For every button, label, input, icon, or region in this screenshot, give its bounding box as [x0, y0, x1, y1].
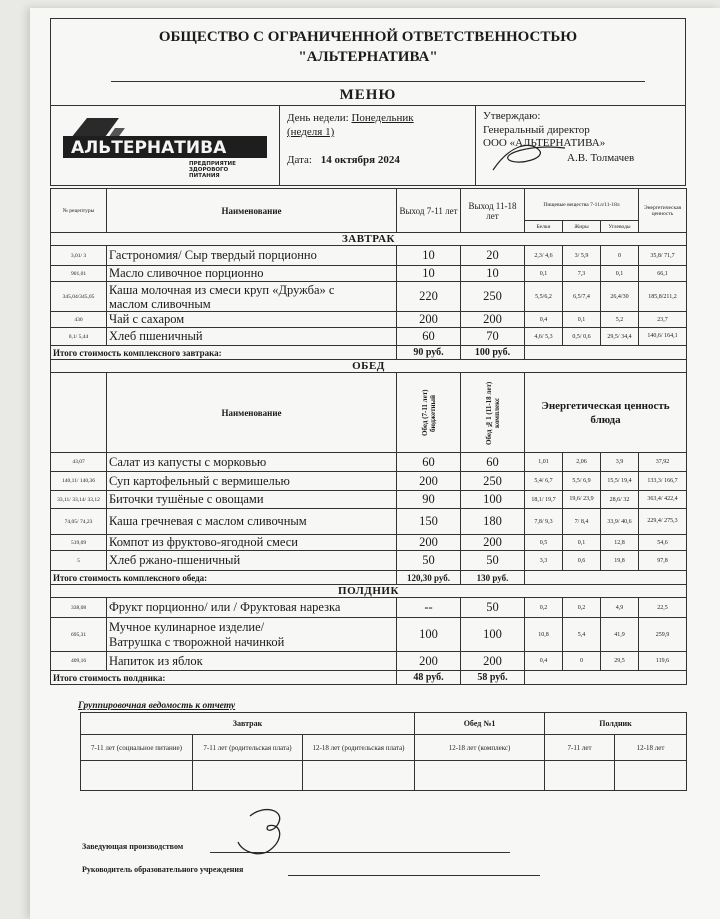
approve-position: Генеральный директор [483, 124, 590, 136]
carbs-header: Углеводы [601, 221, 639, 233]
production-head-label: Заведующая производством [82, 842, 184, 851]
recipe-no-header: № рецептуры [51, 189, 107, 233]
grouping-sub-header: 7-11 лет [545, 735, 615, 761]
table-row: 695,31 Мучное кулинарное изделие/ Ватрушка с творожной начинкой 100 100 10,8 5,4 41,9 259,9 [51, 618, 687, 652]
lunch-total-budget: 120,30 руб. [397, 571, 461, 585]
org-line-1: ОБЩЕСТВО С ОГРАНИЧЕННОЙ ОТВЕТСТВЕННОСТЬЮ [158, 29, 578, 45]
director-signature [489, 136, 569, 176]
day-cell [279, 106, 476, 185]
menu-title: МЕНЮ [339, 87, 397, 103]
breakfast-total-label: Итого стоимость комплексного завтрака: [51, 346, 397, 360]
table-row: 74,05/ 74,23 Каша гречневая с маслом сливочным 150 180 7,8/ 9,3 7/ 8,4 33,9/ 40,6 229,4/ 275,3 [51, 509, 687, 535]
institution-head-label: Руководитель образовательного учреждения [82, 865, 244, 874]
grouping-lunch-header: Обед №1 [415, 713, 545, 735]
lunch-complex-header: Обед №1 (11-18 лет) комплекс [484, 380, 501, 445]
approval-block [475, 106, 687, 185]
menu-table [50, 188, 687, 685]
table-row: 3,01/ 3 Гастрономия/ Сыр твердый порционно 10 20 2,3/ 4,6 3/ 5,9 0 35,8/ 71,7 [51, 246, 687, 266]
lunch-total-row [51, 571, 687, 585]
approve-name: А.В. Толмачев [567, 152, 635, 164]
week-value: (неделя 1) [287, 126, 335, 138]
org-line-2: "АЛЬТЕРНАТИВА" [298, 49, 438, 65]
lunch-energy-header: Энергетическая ценность блюда [525, 373, 687, 453]
divider [111, 81, 645, 82]
table-header [51, 189, 687, 221]
logo-subtext-1: ПРЕДПРИЯТИЕ [189, 161, 236, 167]
table-row: 33,11/ 33,14/ 33,12 Биточки тушёные с овощами 90 100 18,1/ 19,7 19,6/ 23,9 28,6/ 32 363,4/ 422,4 [51, 491, 687, 509]
lunch-name-header: Наименование [107, 373, 397, 453]
lunch-header [51, 373, 687, 453]
table-row: 338,08 Фрукт порционно/ или / Фруктовая нарезка -- 50 0,2 0,2 4,9 22,5 [51, 598, 687, 618]
table-row: 519,09 Компот из фруктово-ягодной смеси 200 200 0,5 0,1 12,8 54,6 [51, 535, 687, 551]
snack-section-title: ПОЛДНИК [51, 585, 687, 598]
snack-total-11-18: 58 руб. [461, 671, 525, 685]
table-row: 345,04/345,05 Каша молочная из смеси круп «Дружба» с маслом сливочным 220 250 5,5/6,2 6,5/7,4 26,4/30 185,8/211,2 [51, 282, 687, 312]
grouping-sub-header: 12-18 лет [615, 735, 687, 761]
table-row: 0,1/ 5,44 Хлеб пшеничный 60 70 4,6/ 5,3 0,5/ 0,6 29,5/ 34,4 140,6/ 164,1 [51, 328, 687, 346]
day-value: Понедельник [351, 112, 414, 124]
snack-total-7-11: 48 руб. [397, 671, 461, 685]
grouping-table [80, 712, 687, 791]
table-row: 430 Чай с сахаром 200 200 0,4 0,1 5,2 23,7 [51, 312, 687, 328]
production-head-signature [230, 802, 300, 862]
header-row [50, 106, 686, 186]
date-label: Дата: [287, 154, 312, 166]
institution-head-line [288, 875, 540, 876]
table-row: 5 Хлеб ржано-пшеничный 50 50 3,3 0,6 19,8 97,8 [51, 551, 687, 571]
grouping-snack-header: Полдник [545, 713, 687, 735]
logo-subtext-2: ЗДОРОВОГО [189, 167, 229, 173]
breakfast-section-title: ЗАВТРАК [51, 233, 687, 246]
day-label: День недели: [287, 112, 349, 124]
fat-header: Жиры [563, 221, 601, 233]
energy-header: Энергетическая ценность [639, 189, 687, 233]
logo-text: АЛЬТЕРНАТИВА [71, 138, 227, 158]
table-row: 409,16 Напиток из яблок 200 200 0,4 0 29,5 119,6 [51, 652, 687, 671]
grouping-empty-row [81, 761, 687, 791]
grouping-title: Группировочная ведомость к отчету [78, 701, 236, 711]
company-logo [51, 106, 280, 185]
snack-total-label: Итого стоимость полдника: [51, 671, 397, 685]
lunch-section-title: ОБЕД [51, 360, 687, 373]
logo-subtext-3: ПИТАНИЯ [189, 173, 220, 178]
logo-graphic [57, 112, 273, 178]
lunch-total-label: Итого стоимость комплексного обеда: [51, 571, 397, 585]
table-row: 901,01 Масло сливочное порционно 10 10 0,1 7,3 0,1 66,1 [51, 266, 687, 282]
grouping-sub-header: 7-11 лет (родительская плата) [193, 735, 303, 761]
lunch-budget-header: Обед (7-11 лет) бюджетный [420, 389, 437, 436]
snack-total-row [51, 671, 687, 685]
protein-header: Белки [525, 221, 563, 233]
output-11-18-header: Выход 11-18 лет [461, 189, 525, 233]
breakfast-total-7-11: 90 руб. [397, 346, 461, 360]
table-row: 140,11/ 140,36 Суп картофельный с вермишелью 200 250 5,4/ 6,7 5,5/ 6,9 15,5/ 19,4 133,3/ 166,7 [51, 472, 687, 491]
breakfast-total-11-18: 100 руб. [461, 346, 525, 360]
grouping-breakfast-header: Завтрак [81, 713, 415, 735]
organization-name [51, 27, 685, 67]
breakfast-total-row [51, 346, 687, 360]
lunch-total-complex: 130 руб. [461, 571, 525, 585]
output-7-11-header: Выход 7-11 лет [397, 189, 461, 233]
table-row: 43,07 Салат из капусты с морковью 60 60 1,01 2,06 3,9 37,92 [51, 453, 687, 472]
approve-org: ООО «АЛЬТЕРНАТИВА» [483, 137, 606, 149]
approve-label: Утверждаю: [483, 110, 541, 122]
grouping-sub-header: 12-18 лет (комплекс) [415, 735, 545, 761]
name-header: Наименование [107, 189, 397, 233]
nutrients-header: Пищевые вещества 7-11л/11-18л [525, 189, 639, 221]
grouping-sub-header: 12-18 лет (родительская плата) [303, 735, 415, 761]
date-value: 14 октября 2024 [320, 154, 400, 166]
grouping-sub-header: 7-11 лет (социальное питание) [81, 735, 193, 761]
title-box [50, 18, 686, 106]
